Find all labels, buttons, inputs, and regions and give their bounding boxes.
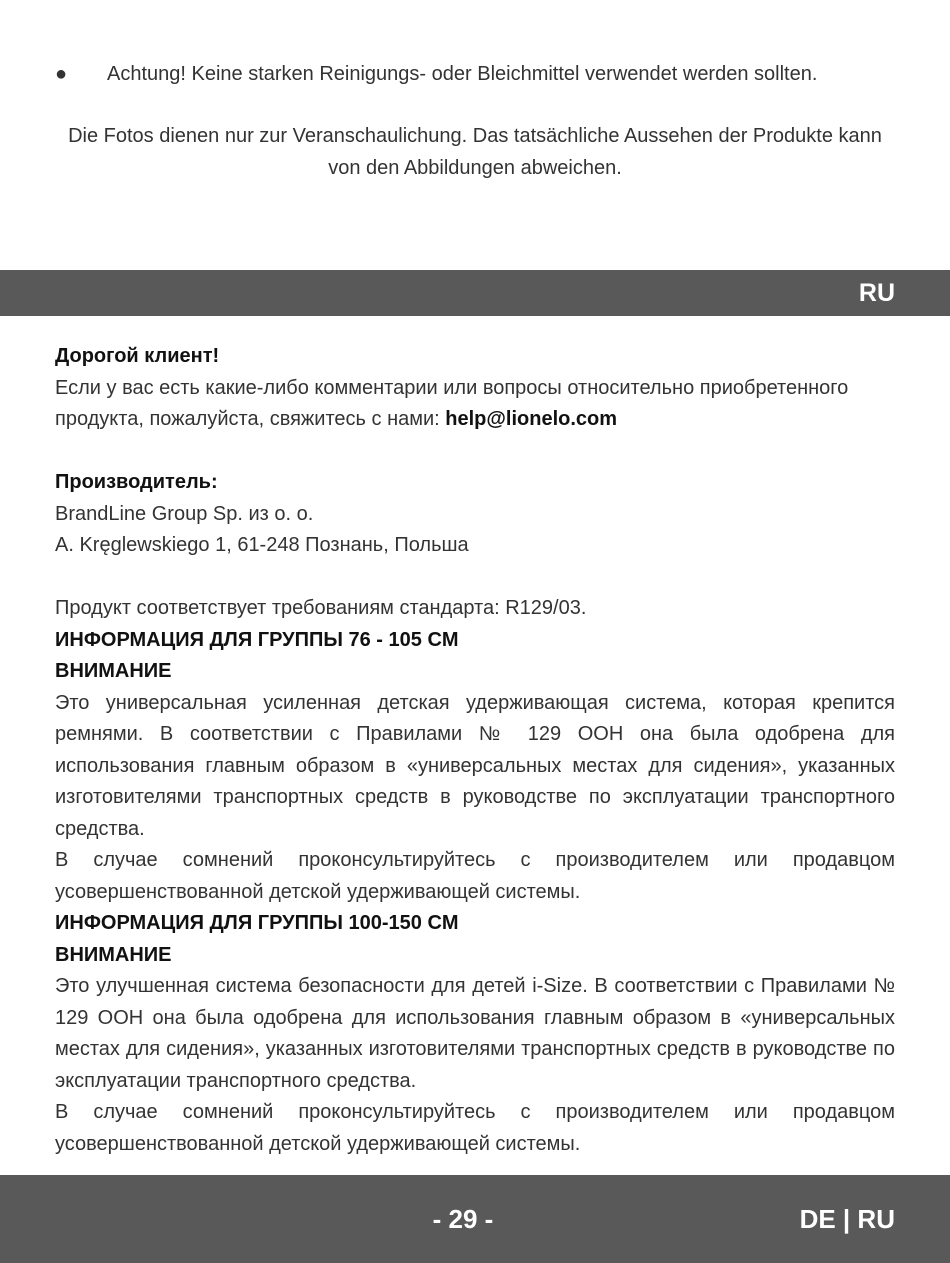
manufacturer-heading: Производитель:: [55, 471, 218, 493]
warning-bullet-item: [55, 58, 895, 90]
group1-attention: ВНИМАНИЕ: [55, 660, 172, 682]
contact-email: help@lionelo.com: [445, 408, 618, 430]
group2-heading: ИНФОРМАЦИЯ ДЛЯ ГРУППЫ 100-150 CM: [55, 912, 459, 934]
manufacturer-address: A. Kręglewskiego 1, 61-248 Познань, Польша: [55, 534, 469, 556]
language-code: RU: [858, 279, 895, 307]
greeting: Дорогой клиент!: [55, 345, 220, 367]
photo-disclaimer: Die Fotos dienen nur zur Veranschaulichung. Das tatsächliche Aussehen der Produkte kann von den Abbildungen abweichen.: [68, 125, 882, 179]
bullet-icon: ●: [55, 63, 68, 85]
group2-doubt: В случае сомнений проконсультируйтесь с производителем или продавцом усовершенствованной детской удерживающей системы.: [55, 1101, 895, 1155]
ru-content: [55, 341, 895, 1160]
group2-attention: ВНИМАНИЕ: [55, 943, 172, 966]
warning-text: Achtung! Keine starken Reinigungs- oder Bleichmittel verwendet werden sollten.: [107, 63, 818, 85]
language-section-bar: [0, 270, 950, 316]
page-number: - 29 -: [432, 1204, 494, 1234]
group1-doubt: В случае сомнений проконсультируйтесь с производителем или продавцом усовершенствованной детской удерживающей системы.: [55, 849, 895, 903]
manufacturer-name: BrandLine Group Sp. из о. о.: [55, 502, 314, 525]
contact-text: Если у вас есть какие-либо комментарии или вопросы относительно приобретенного продукта, пожалуйста, свяжитесь с нами:: [55, 376, 849, 430]
group1-text: Это универсальная усиленная детская удерживающая система, которая крепится ремнями. В соответствии с Правилами № 129 ООН она была одобрена для использования главным образом в «универсальных местах для сидения», указанных изготовителями транспортных средств в руководстве по эксплуатации транспортного средства.: [55, 691, 895, 840]
group2-text: Это улучшенная система безопасности для детей i-Size. В соответствии с Правилами № 129 ООН она была одобрена для использования главным образом в «универсальных местах для сидения», указанных изготовителями транспортных средств в руководстве по эксплуатации транспортного средства.: [55, 975, 895, 1092]
contact-paragraph: [55, 373, 895, 436]
group1-heading: ИНФОРМАЦИЯ ДЛЯ ГРУППЫ 76 - 105 CM: [55, 628, 459, 651]
page-footer: [0, 1175, 950, 1263]
standard-compliance: Продукт соответствует требованиям стандарта: R129/03.: [55, 597, 587, 619]
footer-languages: DE | RU: [799, 1204, 895, 1234]
